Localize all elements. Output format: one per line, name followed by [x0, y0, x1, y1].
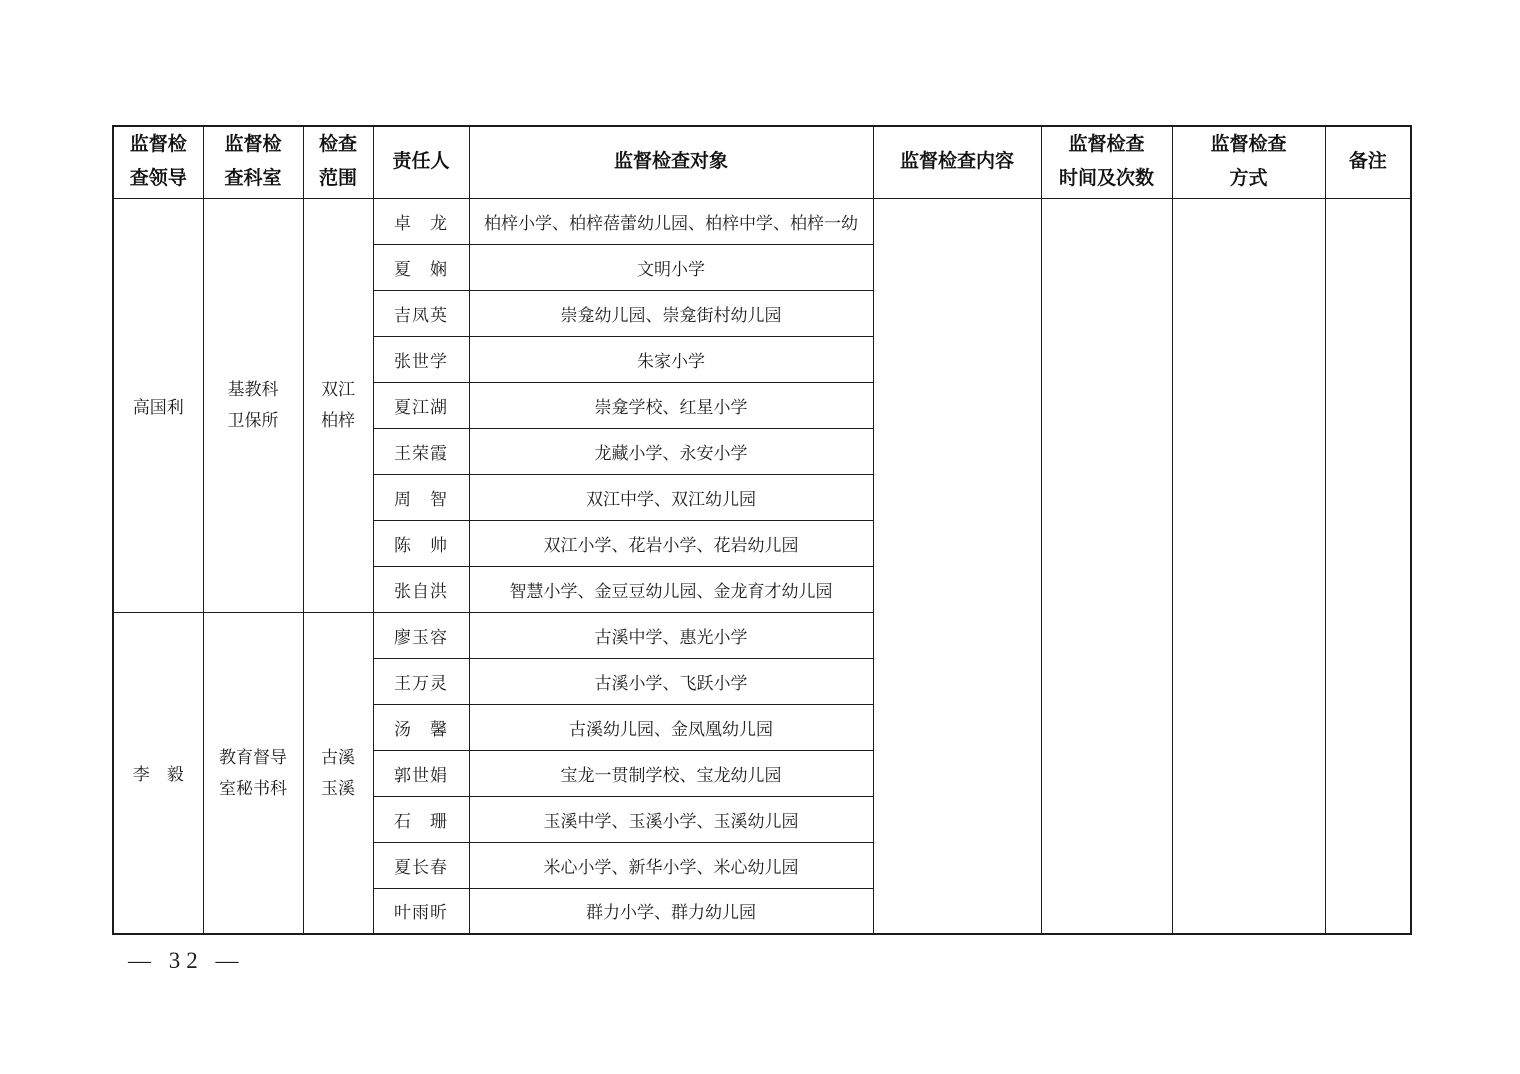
target-cell: 双江中学、双江幼儿园	[469, 474, 873, 520]
person-cell: 夏 娴	[373, 244, 469, 290]
leader-cell: 李 毅	[113, 612, 203, 934]
target-cell: 米心小学、新华小学、米心幼儿园	[469, 842, 873, 888]
target-cell: 群力小学、群力幼儿园	[469, 888, 873, 934]
person-cell: 吉凤英	[373, 290, 469, 336]
target-cell: 文明小学	[469, 244, 873, 290]
target-cell: 崇龛幼儿园、崇龛街村幼儿园	[469, 290, 873, 336]
person-cell: 王荣霞	[373, 428, 469, 474]
target-cell: 龙藏小学、永安小学	[469, 428, 873, 474]
department-cell: 基教科 卫保所	[203, 198, 303, 612]
header-remark: 备注	[1325, 126, 1411, 198]
person-cell: 石 珊	[373, 796, 469, 842]
person-cell: 叶雨昕	[373, 888, 469, 934]
target-cell: 智慧小学、金豆豆幼儿园、金龙育才幼儿园	[469, 566, 873, 612]
page-number: — 32 —	[128, 948, 245, 973]
header-person: 责任人	[373, 126, 469, 198]
scope-cell: 双江 柏梓	[303, 198, 373, 612]
time-cell-empty	[1041, 198, 1172, 934]
target-cell: 崇龛学校、红星小学	[469, 382, 873, 428]
target-cell: 古溪小学、飞跃小学	[469, 658, 873, 704]
scope-cell: 古溪 玉溪	[303, 612, 373, 934]
header-method: 监督检查 方式	[1172, 126, 1325, 198]
target-cell: 朱家小学	[469, 336, 873, 382]
target-cell: 宝龙一贯制学校、宝龙幼儿园	[469, 750, 873, 796]
person-cell: 夏长春	[373, 842, 469, 888]
person-cell: 王万灵	[373, 658, 469, 704]
person-cell: 汤 馨	[373, 704, 469, 750]
target-cell: 古溪中学、惠光小学	[469, 612, 873, 658]
header-target: 监督检查对象	[469, 126, 873, 198]
target-cell: 双江小学、花岩小学、花岩幼儿园	[469, 520, 873, 566]
target-cell: 玉溪中学、玉溪小学、玉溪幼儿园	[469, 796, 873, 842]
header-content: 监督检查内容	[873, 126, 1041, 198]
department-cell: 教育督导 室秘书科	[203, 612, 303, 934]
person-cell: 张世学	[373, 336, 469, 382]
person-cell: 周 智	[373, 474, 469, 520]
header-row	[113, 126, 1411, 198]
person-cell: 卓 龙	[373, 198, 469, 244]
header-time: 监督检查 时间及次数	[1041, 126, 1172, 198]
target-cell: 柏梓小学、柏梓蓓蕾幼儿园、柏梓中学、柏梓一幼	[469, 198, 873, 244]
header-leader: 监督检 查领导	[113, 126, 203, 198]
person-cell: 廖玉容	[373, 612, 469, 658]
person-cell: 张自洪	[373, 566, 469, 612]
person-cell: 夏江湖	[373, 382, 469, 428]
method-cell-empty	[1172, 198, 1325, 934]
header-scope: 检查 范围	[303, 126, 373, 198]
table-row	[113, 198, 1411, 244]
content-cell-empty	[873, 198, 1041, 934]
person-cell: 郭世娟	[373, 750, 469, 796]
header-department: 监督检 查科室	[203, 126, 303, 198]
leader-cell: 高国利	[113, 198, 203, 612]
remark-cell-empty	[1325, 198, 1411, 934]
person-cell: 陈 帅	[373, 520, 469, 566]
supervision-inspection-table	[112, 125, 1412, 935]
target-cell: 古溪幼儿园、金凤凰幼儿园	[469, 704, 873, 750]
